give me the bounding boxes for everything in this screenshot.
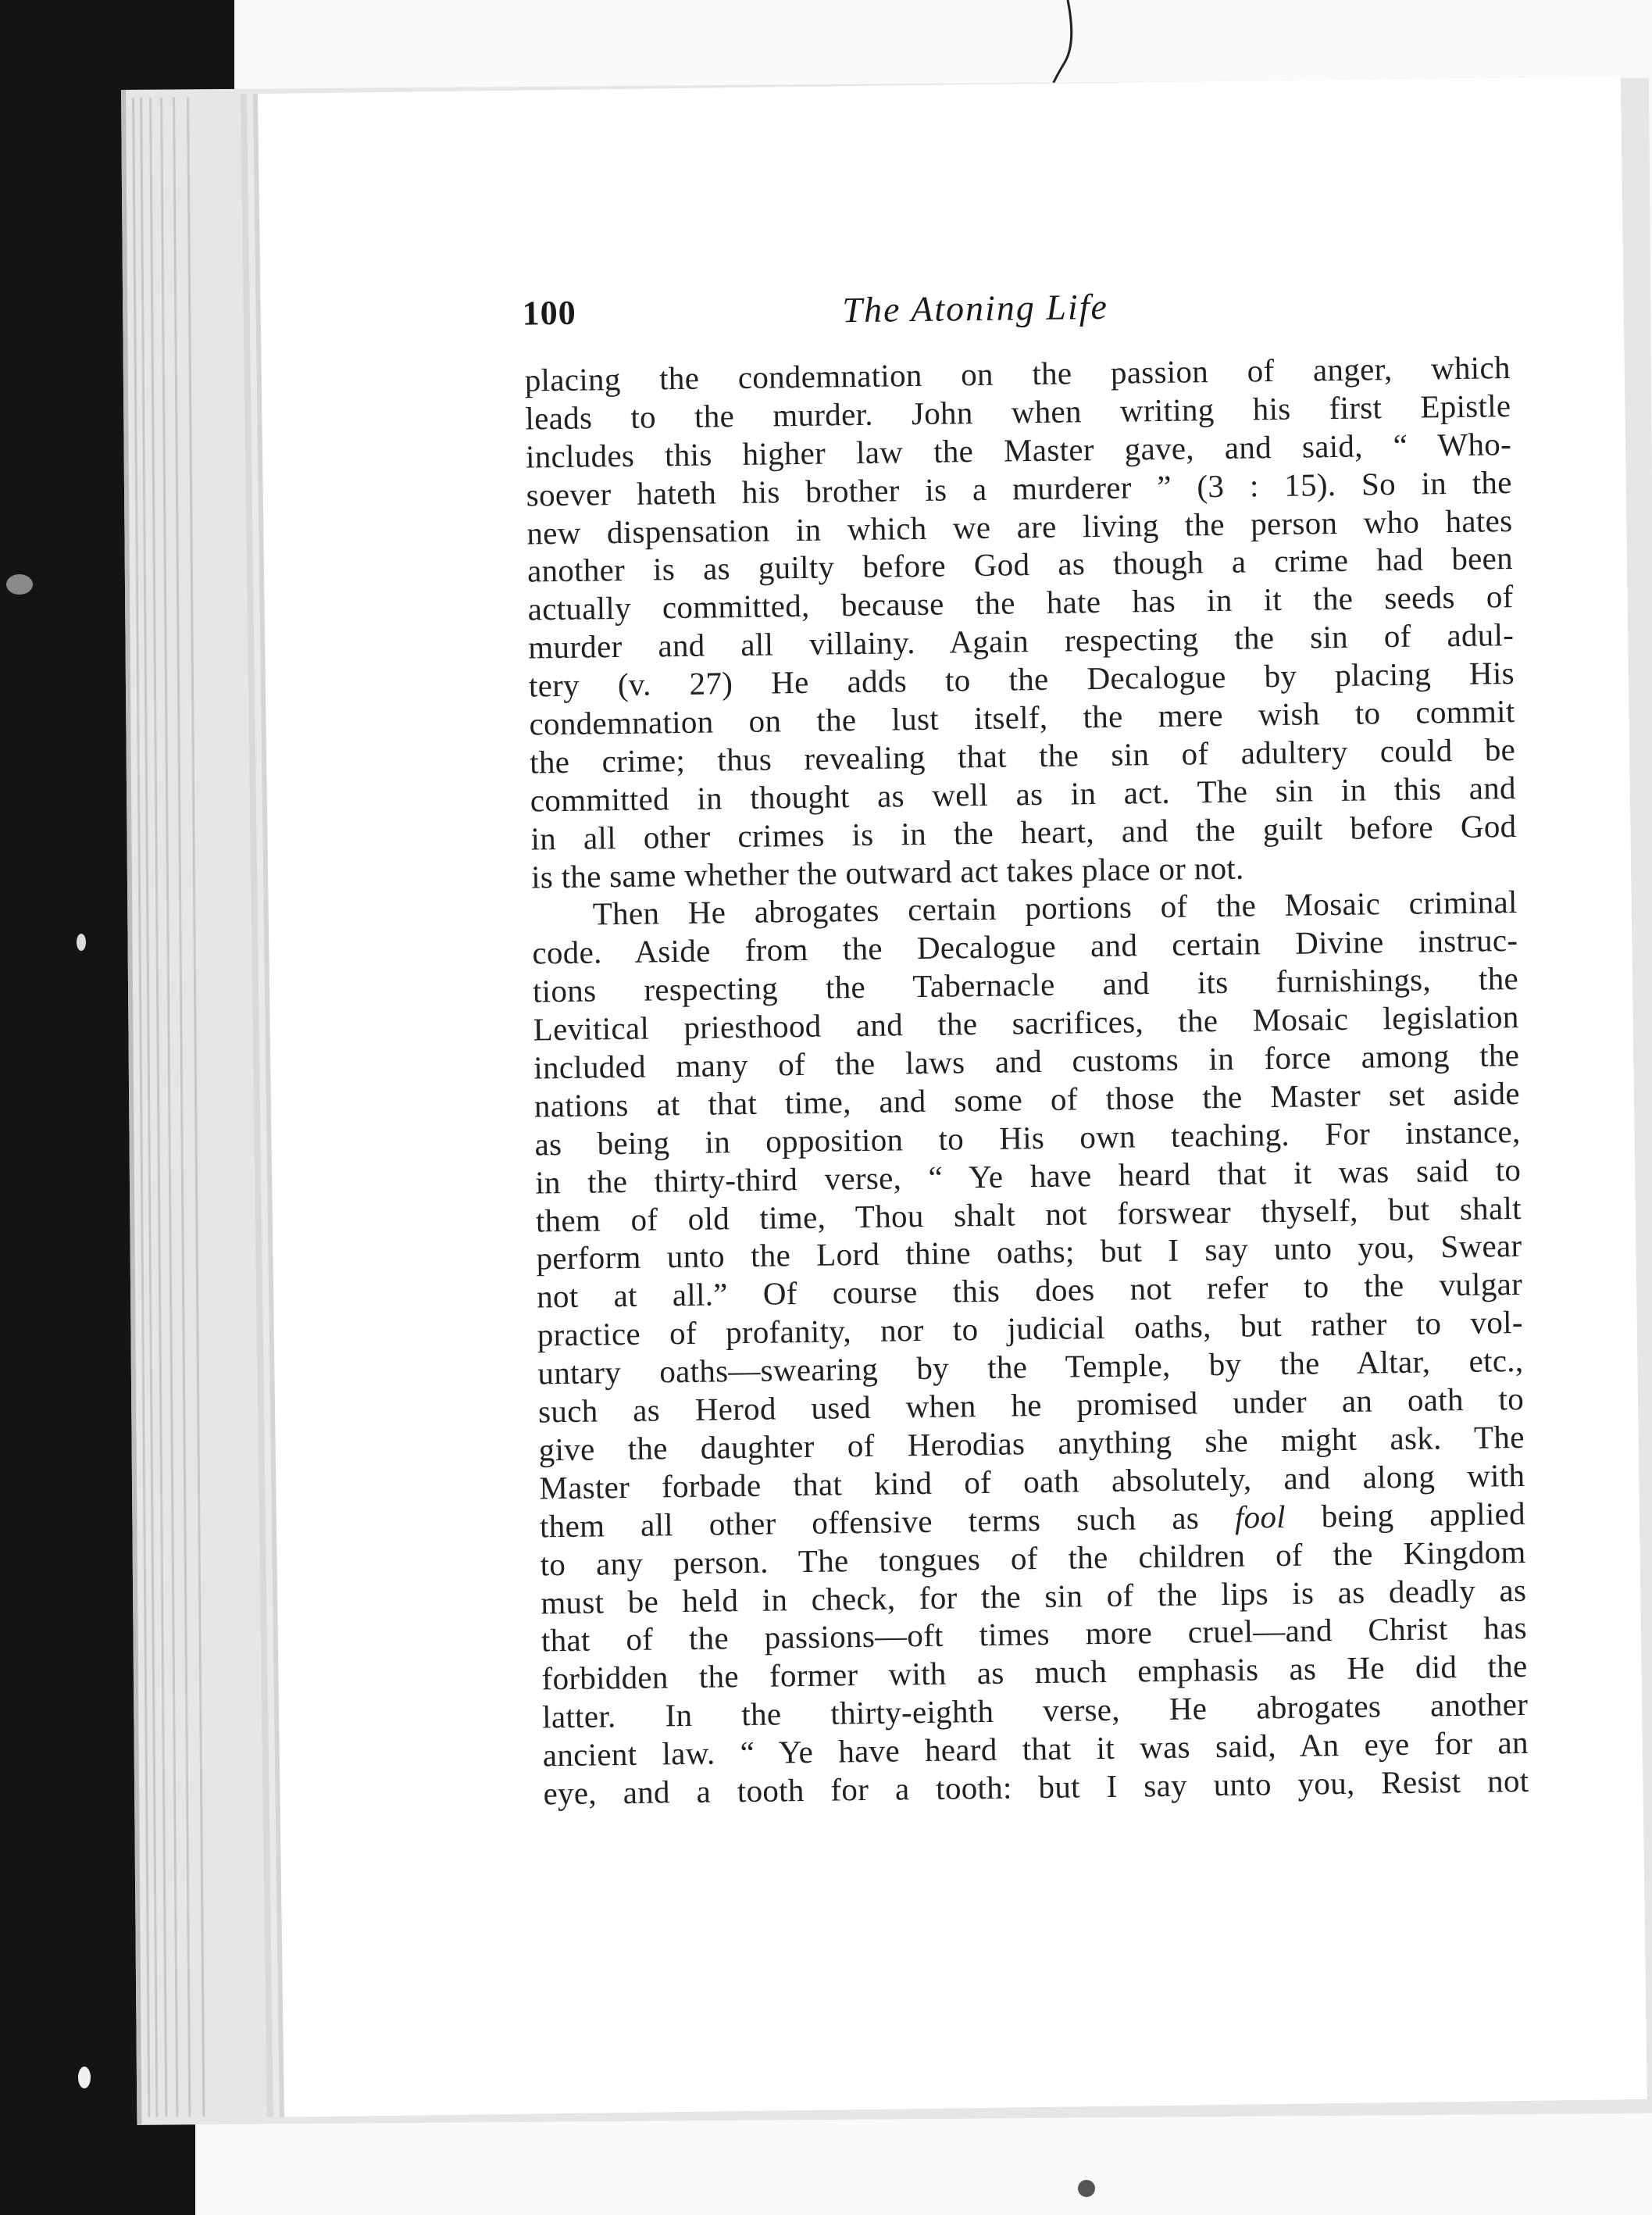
text-line: must be held in check, for the sin of the lips is as deadly as: [541, 1571, 1527, 1620]
text-line: to any person. The tongues of the children of the Kingdom: [540, 1533, 1526, 1583]
text-line: as being in opposition to His own teaching. For instance,: [534, 1113, 1521, 1163]
text-line: Levitical priesthood and the sacrifices, the Mosaic legislation: [533, 999, 1519, 1048]
text-line: that of the passions—oft times more cruel—and Christ has: [541, 1609, 1528, 1659]
text-line: forbidden the former with as much emphasis as He did the: [541, 1648, 1528, 1697]
text-line: actually committed, because the hate has in it the seeds of: [527, 578, 1514, 627]
body-text: [525, 348, 1529, 1813]
text-line: tions respecting the Tabernacle and its furnishings, the: [532, 960, 1519, 1009]
text-line: leads to the murder. John when writing his first Epistle: [525, 387, 1511, 437]
page-number: 100: [522, 293, 577, 333]
text-line: placing the condemnation on the passion of anger, which: [524, 349, 1511, 398]
text-line: latter. In the thirty-eighth verse, He abrogates another: [541, 1686, 1529, 1735]
text-line: nations at that time, and some of those the Master set aside: [533, 1074, 1521, 1124]
text-line: perform unto the Lord thine oaths; but I say unto you, Swear: [536, 1227, 1522, 1277]
italic-word-fool: fool: [1234, 1498, 1286, 1535]
text-line: not at all.” Of course this does not refer to the vulgar: [536, 1266, 1523, 1315]
text-line: included many of the laws and customs in force among the: [533, 1036, 1520, 1086]
text-line: new dispensation in which we are living the person who hates: [526, 502, 1513, 552]
text-line: them of old time, Thou shalt not forswear thyself, but shalt: [535, 1189, 1522, 1239]
dust-speck: [77, 934, 86, 951]
text-line: murder and all villainy. Again respecting the sin of adul-: [528, 616, 1515, 666]
text-segment: them all other offensive terms such as: [539, 1499, 1200, 1545]
text-line: another is as guilty before God as though a crime had been: [526, 540, 1514, 589]
text-line: the crime; thus revealing that the sin of adultery could be: [529, 731, 1516, 781]
dust-speck: [6, 574, 33, 595]
text-line: practice of profanity, nor to judicial oaths, but rather to vol-: [537, 1304, 1524, 1353]
text-line: in all other crimes is in the heart, and the guilt before God: [530, 807, 1517, 857]
text-line: such as Herod used when he promised under an oath to: [537, 1380, 1525, 1430]
text-line: soever hateth his brother is a murderer ” (3 : 15). So in the: [526, 463, 1512, 513]
text-line: untary oaths—swearing by the Temple, by the Altar, etc.,: [537, 1342, 1524, 1392]
text-line: is the same whether the outward act takes place or not.: [530, 849, 1244, 895]
text-line: committed in thought as well as in act. The sin in this and: [530, 769, 1517, 819]
text-line: code. Aside from the Decalogue and certain Divine instruc-: [532, 922, 1518, 971]
text-line: condemnation on the lust itself, the mere wish to commit: [529, 693, 1515, 742]
text-line: eye, and a tooth for a tooth: but I say unto you, Resist not: [543, 1762, 1529, 1812]
running-title: The Atoning Life: [842, 286, 1109, 330]
text-line: in the thirty-third verse, “ Ye have heard that it was said to: [534, 1151, 1522, 1201]
text-line: ancient law. “ Ye have heard that it was said, An eye for an: [542, 1724, 1529, 1774]
paper-crease-mark: [1051, 0, 1082, 86]
dust-speck: [1078, 2180, 1095, 2197]
text-line: tery (v. 27) He adds to the Decalogue by placing His: [528, 655, 1515, 704]
text-line: give the daughter of Herodias anything she might ask. The: [538, 1418, 1525, 1468]
book-page: [258, 76, 1647, 2117]
text-line: Master forbade that kind of oath absolutely, and along with: [539, 1456, 1525, 1506]
text-segment: being applied: [1321, 1495, 1526, 1534]
paragraph-first-line: Then He abrogates certain portions of the Mosaic criminal: [592, 884, 1518, 932]
scanner-bed-bottom: [195, 2110, 1652, 2215]
text-line: includes this higher law the Master gave, and said, “ Who-: [525, 425, 1512, 475]
dust-speck: [78, 2067, 91, 2088]
